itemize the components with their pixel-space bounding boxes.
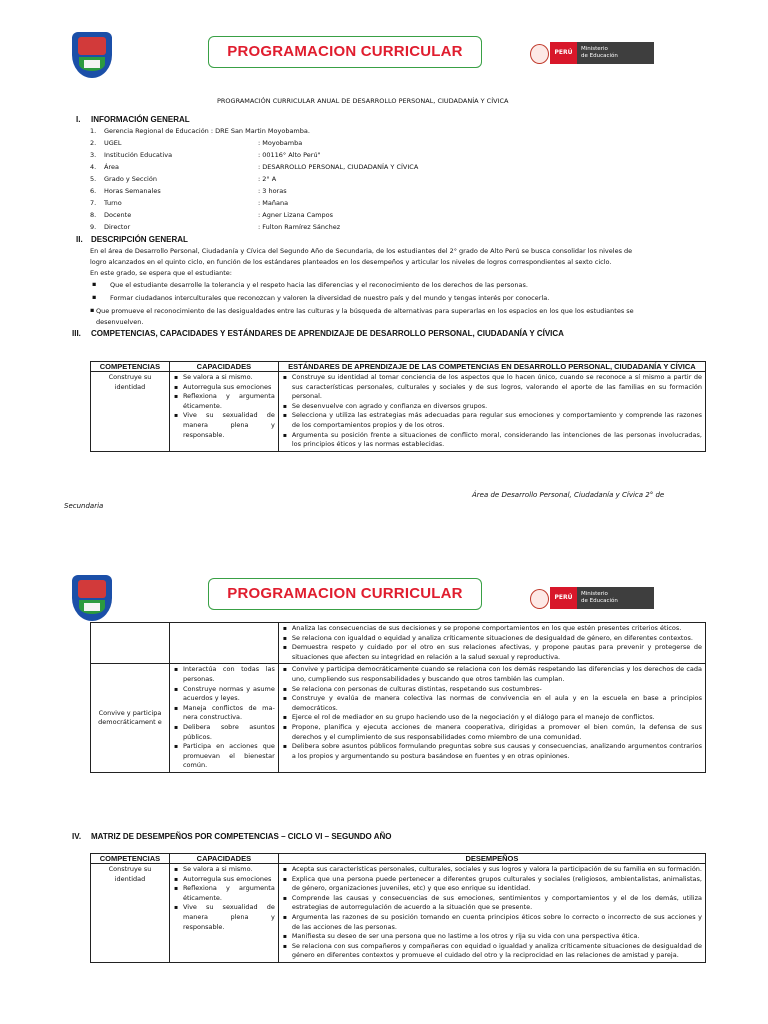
info-label: Docente xyxy=(104,211,132,219)
info-number: 2. xyxy=(90,139,97,147)
competencia-cell: Construye su identidad xyxy=(91,864,170,963)
info-item xyxy=(90,197,490,209)
description-line-3: En este grado, se espera que el estudiante: xyxy=(90,269,233,277)
header-capacidades: CAPACIDADES xyxy=(169,854,278,864)
description-bullet-3-cont: desenvuelven. xyxy=(96,318,144,326)
section-3-number: III. xyxy=(72,329,81,338)
info-number: 7. xyxy=(90,199,97,207)
list-item: ▪ Argumenta las razones de su posición tomando en cuenta principios éticos sobre lo correcto o incorrecto de sus acciones y de las acciones de las personas. xyxy=(282,913,702,932)
desempenos-cell xyxy=(278,864,705,963)
list-item: ▪ Reflexiona y argumenta éticamente. xyxy=(173,392,275,411)
list-item: ▪ Vive su sexualidad de manera plena y responsable. xyxy=(173,411,275,440)
header-competencias: COMPETENCIAS xyxy=(91,362,170,372)
info-value: : DESARROLLO PERSONAL, CIUDADANÍA Y CÍVICA xyxy=(258,163,419,171)
list-item: ▪ Se relaciona con sus compañeros y compañeras con equidad o igualdad y analiza críticamente situaciones de desigualdad de género en diferentes contextos y promueve el cuidado del otro y la reciprocidad en las relaciones de amistad y pareja. xyxy=(282,942,702,961)
description-line-2: logro alcanzados en el quinto ciclo, en función de los estándares planteados en los desempeños y articular los niveles de logros correspondientes al sexto ciclo. xyxy=(90,258,612,266)
capacidades-cell xyxy=(169,623,278,664)
list-item: ▪ Construye normas y asume acuerdos y leyes. xyxy=(173,685,275,704)
description-bullet-2: Formar ciudadanos interculturales que reconozcan y valoren la diversidad de nuestro país y del mundo y tengas interés por conocerla. xyxy=(110,294,550,302)
capacidades-cell xyxy=(169,664,278,773)
info-number: 4. xyxy=(90,163,97,171)
section-1-number: I. xyxy=(76,115,81,124)
list-item: ▪ Reflexiona y argumenta éticamente. xyxy=(173,884,275,903)
list-item: ▪ Comprende las causas y consecuencias de sus emociones, sentimientos y comportamientos y el de los demás, utiliza estrategias de autorregulación de acuerdo a la situación que se presente. xyxy=(282,894,702,913)
info-label: UGEL xyxy=(104,139,122,147)
info-item xyxy=(90,125,490,137)
list-item: ▪ Convive y participa democráticamente cuando se relaciona con los demás respetando las diferencias y los derechos de cada uno, cumpliendo sus responsabilidades y buscando que otros también las cumplan. xyxy=(282,665,702,684)
list-item: ▪ Participa en acciones que promuevan el bienestar común. xyxy=(173,742,275,771)
estandares-cell xyxy=(278,664,705,773)
header-capacidades: CAPACIDADES xyxy=(169,362,278,372)
competencia-cell xyxy=(91,623,170,664)
list-item: ▪ Se relaciona con igualdad o equidad y analiza críticamente situaciones de desigualdad de género, en diferentes contextos. xyxy=(282,634,702,644)
standards-table xyxy=(90,361,706,452)
minedu-peru-label: PERÚ xyxy=(550,587,577,609)
header-estandares: ESTÁNDARES DE APRENDIZAJE DE LAS COMPETENCIAS EN DESARROLLO PERSONAL, CIUDADANÍA Y CÍVICA xyxy=(278,362,705,372)
info-label: Turno xyxy=(104,199,122,207)
minedu-logo xyxy=(530,587,654,609)
competencia-cell: Convive y participa democráticament e xyxy=(91,664,170,773)
info-label: Área xyxy=(104,163,119,171)
description-line-1: En el área de Desarrollo Personal, Ciudadanía y Cívica del Segundo Año de Secundaria, de los estudiantes del 2° grado de Alto Perú se busca consolidar los niveles de xyxy=(90,247,633,255)
info-value: : 2° A xyxy=(258,175,277,183)
list-item: ▪ Demuestra respeto y cuidado por el otro en sus relaciones afectivas, y propone pautas para prevenir y protegerse de situaciones que afecten su integridad en relación a la salud sexual y reproductiva. xyxy=(282,643,702,662)
info-item xyxy=(90,221,490,233)
section-4-title: MATRIZ DE DESEMPEÑOS POR COMPETENCIAS – CICLO VI – SEGUNDO AÑO xyxy=(91,832,392,841)
list-item: ▪ Construye su identidad al tomar conciencia de los aspectos que lo hacen único, cuando se reconoce a sí mismo a partir de sus características personales, culturales y sociales y de sus logros, valorando el aporte de las familias en su formación personal. xyxy=(282,373,702,402)
info-number: 3. xyxy=(90,151,97,159)
list-item: ▪ Construye y evalúa de manera colectiva las normas de convivencia en el aula y en la escuela en base a principios democráticos. xyxy=(282,694,702,713)
general-info-list xyxy=(90,125,490,233)
estandares-cell xyxy=(278,623,705,664)
list-item: ▪ Autorregula sus emociones xyxy=(173,383,275,393)
school-logo-icon xyxy=(72,575,112,621)
table-row xyxy=(91,864,706,963)
section-2-number: II. xyxy=(76,235,83,244)
document-subtitle: PROGRAMACIÓN CURRICULAR ANUAL DE DESARROLLO PERSONAL, CIUDADANÍA Y CÍVICA xyxy=(217,97,509,105)
info-value: : 00116° Alto Perú" xyxy=(258,151,321,159)
list-item: ▪ Propone, planifica y ejecuta acciones de manera cooperativa, dirigidas a promover el bien común, la defensa de sus derechos y el cumplimiento de sus responsabilidades como miembro de una comunidad. xyxy=(282,723,702,742)
list-item: ▪ Explica que una persona puede pertenecer a diferentes grupos culturales y sociales (religiosos, ambientalistas, animalistas, de género, organizaciones juveniles, etc) y que eso enrique su identidad. xyxy=(282,875,702,894)
info-number: 1. xyxy=(90,127,97,135)
info-value: : Mañana xyxy=(258,199,289,207)
bullet-icon: ▪ xyxy=(90,306,95,314)
info-value: : 3 horas xyxy=(258,187,287,195)
peru-seal-icon xyxy=(530,44,549,64)
section-3-title: COMPETENCIAS, CAPACIDADES Y ESTÁNDARES DE APRENDIZAJE DE DESARROLLO PERSONAL, CIUDADANÍA Y CÍVICA xyxy=(91,329,564,338)
section-1-title: INFORMACIÓN GENERAL xyxy=(91,115,190,124)
minedu-logo xyxy=(530,42,654,64)
info-number: 5. xyxy=(90,175,97,183)
list-item: ▪ Manifiesta su deseo de ser una persona que no lastime a los otros y rija su vida con una perspectiva ética. xyxy=(282,932,702,942)
info-item xyxy=(90,185,490,197)
bullet-icon: ▪ xyxy=(92,293,97,301)
header-desempenos: DESEMPEÑOS xyxy=(278,854,705,864)
info-label: Grado y Sección xyxy=(104,175,157,183)
info-value: : Agner Lizana Campos xyxy=(258,211,334,219)
standards-table-continued xyxy=(90,622,706,773)
list-item: ▪ Analiza las consecuencias de sus decisiones y se propone comportamientos en los que estén presentes criterios éticos. xyxy=(282,624,702,634)
info-item xyxy=(90,209,490,221)
capacidades-cell xyxy=(169,864,278,963)
info-item xyxy=(90,173,490,185)
header-competencias: COMPETENCIAS xyxy=(91,854,170,864)
list-item: ▪ Ejerce el rol de mediador en su grupo haciendo uso de la negociación y el diálogo para el manejo de conflictos. xyxy=(282,713,702,723)
list-item: ▪ Delibera sobre asuntos públicos formulando preguntas sobre sus causas y consecuencias, analizando argumentos contrarios a los propios y argumentando su postura basándose en fuentes y en otras opiniones. xyxy=(282,742,702,761)
description-bullet-3: Que promueve el reconocimiento de las desigualdades entre las culturas y la búsqueda de alternativas para superarlas en los espacios en los que los estudiantes se xyxy=(96,307,634,315)
info-number: 9. xyxy=(90,223,97,231)
list-item: ▪ Acepta sus características personales, culturales, sociales y sus logros y valora la participación de su familia en su formación. xyxy=(282,865,702,875)
info-label: Institución Educativa xyxy=(104,151,173,159)
info-item xyxy=(90,137,490,149)
estandares-cell xyxy=(278,372,705,452)
minedu-peru-label: PERÚ xyxy=(550,42,577,64)
list-item: ▪ Selecciona y utiliza las estrategias más adecuadas para regular sus emociones y comportamiento y comprende las razones de los comportamientos propios y de los otros. xyxy=(282,411,702,430)
info-label: Horas Semanales xyxy=(104,187,161,195)
list-item: ▪ Autorregula sus emociones xyxy=(173,875,275,885)
list-item: ▪ Vive su sexualidad de manera plena y responsable. xyxy=(173,903,275,932)
school-logo-icon xyxy=(72,32,112,78)
performance-table xyxy=(90,853,706,963)
footer-grade-label: Secundaria xyxy=(64,502,104,510)
list-item: ▪ Se valora a si mismo. xyxy=(173,865,275,875)
section-4-number: IV. xyxy=(72,832,82,841)
table-row xyxy=(91,372,706,452)
description-bullet-1: Que el estudiante desarrolle la tolerancia y el respeto hacia las diferencias y el reconocimiento de los derechos de las personas. xyxy=(110,281,528,289)
competencia-cell: Construye su identidad xyxy=(91,372,170,452)
page-title: PROGRAMACION CURRICULAR xyxy=(208,36,482,68)
list-item: ▪ Delibera sobre asuntos públicos. xyxy=(173,723,275,742)
list-item: ▪ Se relaciona con personas de culturas distintas, respetando sus costumbres- xyxy=(282,685,702,695)
minedu-name: Ministerio de Educación xyxy=(577,42,654,64)
info-value: : Moyobamba xyxy=(258,139,303,147)
section-2-title: DESCRIPCIÓN GENERAL xyxy=(91,235,188,244)
minedu-name: Ministerio de Educación xyxy=(577,587,654,609)
footer-area-label: Área de Desarrollo Personal, Ciudadanía y Cívica 2° de xyxy=(472,491,665,499)
info-label: Director xyxy=(104,223,131,231)
list-item: ▪ Maneja conflictos de ma-nera constructiva. xyxy=(173,704,275,723)
page-title: PROGRAMACION CURRICULAR xyxy=(208,578,482,610)
capacidades-cell xyxy=(169,372,278,452)
peru-seal-icon xyxy=(530,589,549,609)
list-item: ▪ Interactúa con todas las personas. xyxy=(173,665,275,684)
info-number: 8. xyxy=(90,211,97,219)
page-2 xyxy=(0,565,768,1024)
list-item: ▪ Se valora a si mismo. xyxy=(173,373,275,383)
table-row xyxy=(91,623,706,664)
info-item xyxy=(90,161,490,173)
list-item: ▪ Se desenvuelve con agrado y confianza en diversos grupos. xyxy=(282,402,702,412)
table-row xyxy=(91,664,706,773)
info-label: Gerencia Regional de Educación : DRE San Martin Moyobamba. xyxy=(104,127,310,135)
info-value: : Fulton Ramírez Sánchez xyxy=(258,223,341,231)
bullet-icon: ▪ xyxy=(92,280,97,288)
info-number: 6. xyxy=(90,187,97,195)
list-item: ▪ Argumenta su posición frente a situaciones de conflicto moral, considerando las intenciones de las personas involucradas, los principios éticos y las normas establecidas. xyxy=(282,431,702,450)
info-item xyxy=(90,149,490,161)
